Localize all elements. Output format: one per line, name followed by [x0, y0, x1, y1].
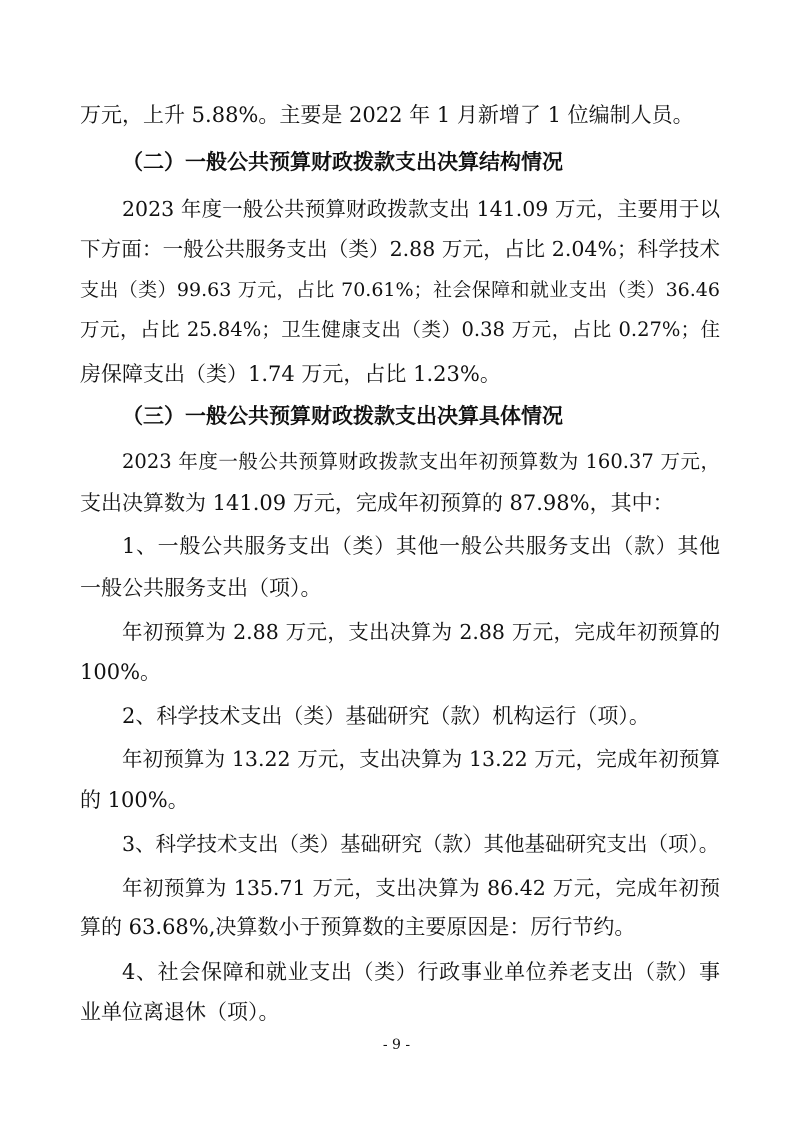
paragraph-line: 业单位离退休（项）。 [80, 1000, 280, 1024]
paragraph-line: 年初预算为 13.22 万元，支出决算为 13.22 万元，完成年初预算 [122, 747, 720, 771]
paragraph-line: 支出决算数为 141.09 万元，完成年初预算的 87.98%，其中： [80, 491, 674, 515]
paragraph-line: 房保障支出（类）1.74 万元，占比 1.23%。 [80, 362, 501, 386]
paragraph-line: 的 100%。 [80, 788, 189, 812]
paragraph-line: 一般公共服务支出（项）。 [80, 576, 322, 600]
paragraph-line: 年初预算为 2.88 万元，支出决算为 2.88 万元，完成年初预算的 [122, 620, 720, 644]
paragraph-line: 万元，占比 25.84%；卫生健康支出（类）0.38 万元，占比 0.27%；住 [80, 318, 720, 341]
paragraph-line: 2023 年度一般公共预算财政拨款支出 141.09 万元，主要用于以 [122, 197, 720, 221]
page-number: - 9 - [382, 1037, 411, 1053]
paragraph-line: 算的 63.68%,决算数小于预算数的主要原因是：厉行节约。 [80, 915, 636, 939]
paragraph-line: 年初预算为 135.71 万元，支出决算为 86.42 万元，完成年初预 [122, 876, 720, 900]
paragraph-line: 100%。 [80, 660, 162, 684]
paragraph-line: 2、科学技术支出（类）基础研究（款）机构运行（项）。 [122, 704, 650, 728]
paragraph-line: 下方面：一般公共服务支出（类）2.88 万元，占比 2.04%；科学技术 [80, 237, 720, 261]
paragraph-line: 支出（类）99.63 万元，占比 70.61%；社会保障和就业支出（类）36.46 [80, 279, 720, 301]
section-heading: （三）一般公共预算财政拨款支出决算具体情况 [122, 404, 563, 428]
paragraph-line: 1、一般公共服务支出（类）其他一般公共服务支出（款）其他 [122, 534, 720, 558]
section-heading: （二）一般公共预算财政拨款支出决算结构情况 [122, 150, 563, 174]
paragraph-line: 4、社会保障和就业支出（类）行政事业单位养老支出（款）事 [122, 960, 720, 984]
paragraph-line: 2023 年度一般公共预算财政拨款支出年初预算数为 160.37 万元， [122, 450, 720, 473]
paragraph-line: 3、科学技术支出（类）基础研究（款）其他基础研究支出（项）。 [122, 832, 720, 856]
paragraph-line: 万元，上升 5.88%。主要是 2022 年 1 月新增了 1 位编制人员。 [80, 103, 694, 127]
